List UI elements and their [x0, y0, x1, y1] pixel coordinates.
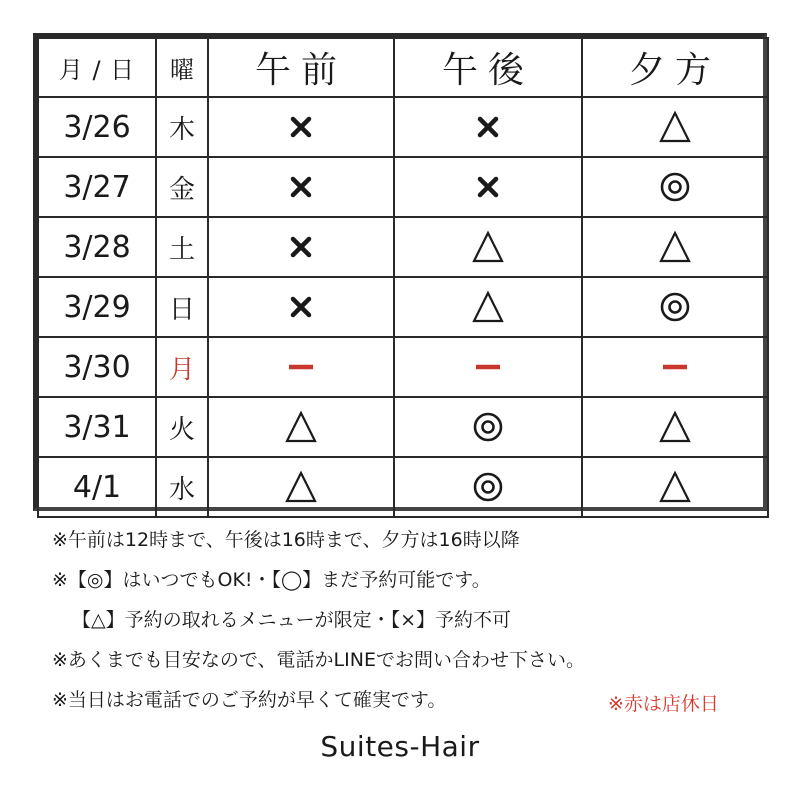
cross-mark-icon	[470, 169, 506, 205]
closed-day-note: ※赤は店休日	[608, 693, 719, 715]
triangle-mark-icon	[657, 409, 693, 445]
header-date: 月 / 日	[38, 38, 156, 97]
header-evening: 夕方	[582, 38, 768, 97]
slot-evening	[582, 217, 768, 277]
double-circle-mark-icon	[657, 289, 693, 325]
date-cell: 4/1	[38, 457, 156, 517]
schedule-row	[38, 337, 768, 397]
note-legend-1: ※【◎】はいつでもOK!・【◯】まだ予約可能です。	[52, 569, 491, 591]
slot-evening	[582, 97, 768, 157]
date-cell: 3/26	[38, 97, 156, 157]
brand-name: Suites-Hair	[320, 730, 480, 763]
weekday-cell: 木	[156, 97, 208, 157]
date-cell: 3/31	[38, 397, 156, 457]
schedule-row	[38, 457, 768, 517]
slot-morning	[208, 277, 394, 337]
date-cell: 3/28	[38, 217, 156, 277]
slot-afternoon	[394, 277, 582, 337]
date-cell: 3/30	[38, 337, 156, 397]
slot-afternoon	[394, 157, 582, 217]
cross-mark-icon	[470, 109, 506, 145]
weekday-cell: 火	[156, 397, 208, 457]
slot-morning	[208, 397, 394, 457]
schedule-row	[38, 157, 768, 217]
schedule-row	[38, 397, 768, 457]
slot-evening	[582, 277, 768, 337]
triangle-mark-icon	[283, 409, 319, 445]
cross-mark-icon	[283, 109, 319, 145]
triangle-mark-icon	[657, 469, 693, 505]
dash-mark-icon	[657, 349, 693, 385]
date-cell: 3/29	[38, 277, 156, 337]
weekday-cell: 月	[156, 337, 208, 397]
schedule-table	[33, 33, 767, 511]
weekday-cell: 金	[156, 157, 208, 217]
note-same-day: ※当日はお電話でのご予約が早くて確実です。	[52, 689, 447, 711]
triangle-mark-icon	[470, 289, 506, 325]
double-circle-mark-icon	[657, 169, 693, 205]
double-circle-mark-icon	[470, 409, 506, 445]
slot-evening	[582, 337, 768, 397]
header-row	[38, 38, 768, 97]
double-circle-mark-icon	[470, 469, 506, 505]
slot-afternoon	[394, 97, 582, 157]
slot-morning	[208, 157, 394, 217]
triangle-mark-icon	[283, 469, 319, 505]
triangle-mark-icon	[657, 109, 693, 145]
note-contact: ※あくまでも目安なので、電話かLINEでお問い合わせ下さい。	[52, 649, 585, 671]
slot-afternoon	[394, 217, 582, 277]
header-afternoon: 午後	[394, 38, 582, 97]
slot-morning	[208, 97, 394, 157]
slot-evening	[582, 457, 768, 517]
dash-mark-icon	[470, 349, 506, 385]
slot-afternoon	[394, 457, 582, 517]
triangle-mark-icon	[657, 229, 693, 265]
schedule-row	[38, 277, 768, 337]
slot-evening	[582, 397, 768, 457]
slot-afternoon	[394, 337, 582, 397]
slot-morning	[208, 217, 394, 277]
header-weekday: 曜	[156, 38, 208, 97]
date-cell: 3/27	[38, 157, 156, 217]
cross-mark-icon	[283, 289, 319, 325]
weekday-cell: 土	[156, 217, 208, 277]
cross-mark-icon	[283, 229, 319, 265]
schedule-row	[38, 217, 768, 277]
note-legend-2: 【△】予約の取れるメニューが限定・【×】予約不可	[72, 609, 512, 631]
dash-mark-icon	[283, 349, 319, 385]
header-morning: 午前	[208, 38, 394, 97]
weekday-cell: 日	[156, 277, 208, 337]
slot-morning	[208, 457, 394, 517]
slot-evening	[582, 157, 768, 217]
cross-mark-icon	[283, 169, 319, 205]
triangle-mark-icon	[470, 229, 506, 265]
slot-afternoon	[394, 397, 582, 457]
slot-morning	[208, 337, 394, 397]
schedule-row	[38, 97, 768, 157]
note-hours: ※午前は12時まで、午後は16時まで、夕方は16時以降	[52, 529, 520, 551]
weekday-cell: 水	[156, 457, 208, 517]
